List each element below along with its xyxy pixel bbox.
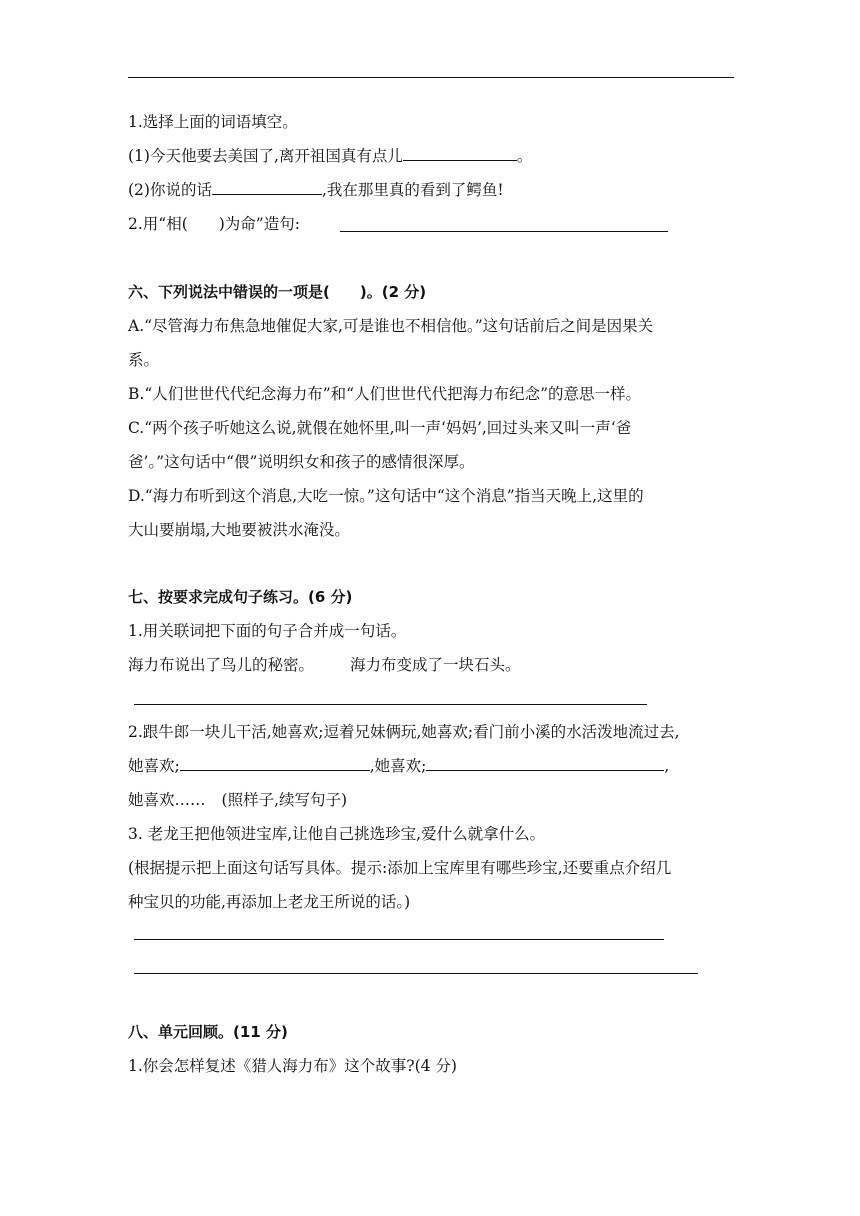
question-item: 1.选择上面的词语填空。: [128, 113, 298, 131]
question-text: ,: [664, 757, 670, 775]
question-text: 。: [516, 147, 533, 165]
sentence-one: 海力布说出了鸟儿的秘密。: [128, 656, 315, 674]
option-d-cont: 大山要崩塌,大地要被洪水淹没。: [128, 521, 350, 539]
fill-blank-question: [128, 146, 532, 166]
question-text: ,我在那里真的看到了鳄鱼!: [321, 181, 504, 199]
instruction-note: (照样子,续写句子): [221, 791, 348, 809]
sentence-two: 海力布变成了一块石头。: [350, 656, 521, 674]
answer-blank[interactable]: [403, 146, 517, 161]
question-text: 她喜欢……: [128, 791, 206, 809]
source-sentences: [128, 655, 521, 675]
question-text: (2)你说的话: [128, 181, 212, 199]
option-a-cont: 系。: [128, 351, 160, 369]
option-a: A.“尽管海力布焦急地催促大家,可是谁也不相信他。”这句话前后之间是因果关: [128, 317, 654, 335]
fill-blank-question: [128, 756, 669, 776]
question-item: 3. 老龙王把他领进宝库,让他自己挑选珍宝,爱什么就拿什么。: [128, 825, 546, 843]
section-heading: 七、按要求完成句子练习。(6 分): [128, 588, 353, 606]
option-b: B.“人们世世代代纪念海力布”和“人们世世代代把海力布纪念”的意思一样。: [128, 385, 642, 403]
answer-blank[interactable]: [426, 756, 664, 771]
answer-line[interactable]: [134, 973, 698, 974]
question-item: 2.跟牛郎一块儿干活,她喜欢;逗着兄妹俩玩,她喜欢;看门前小溪的水活泼地流过去,: [128, 723, 680, 741]
section-heading: 八、单元回顾。(11 分): [128, 1023, 288, 1041]
question-text: 她喜欢;: [128, 757, 180, 775]
question-item: 1.用关联词把下面的句子合并成一句话。: [128, 622, 407, 640]
option-d: D.“海力布听到这个消息,大吃一惊。”这句话中“这个消息”指当天晚上,这里的: [128, 487, 644, 505]
option-c: C.“两个孩子听她这么说,就偎在她怀里,叫一声‘妈妈’,回过头来又叫一声‘爸: [128, 419, 632, 437]
answer-line[interactable]: [340, 231, 668, 232]
section-heading: 六、下列说法中错误的一项是( )。(2 分): [128, 283, 427, 301]
fill-blank-question: [128, 180, 504, 200]
sentence-making-question: 2.用“相( )为命”造句:: [128, 215, 300, 233]
question-text: (1)今天他要去美国了,离开祖国真有点儿: [128, 147, 403, 165]
answer-line[interactable]: [134, 704, 647, 705]
option-c-cont: 爸’。”这句话中“偎”说明织女和孩子的感情很深厚。: [128, 453, 475, 471]
top-rule: [128, 77, 734, 78]
question-item: 1.你会怎样复述《猎人海力布》这个故事?(4 分): [128, 1057, 457, 1075]
question-text: ,她喜欢;: [369, 757, 427, 775]
instruction-line: [128, 790, 347, 810]
answer-blank[interactable]: [180, 756, 370, 771]
hint-text: (根据提示把上面这句话写具体。提示:添加上宝库里有哪些珍宝,还要重点介绍几: [128, 859, 672, 877]
answer-blank[interactable]: [212, 180, 322, 195]
hint-text-cont: 种宝贝的功能,再添加上老龙王所说的话。): [128, 893, 411, 911]
answer-line[interactable]: [134, 939, 664, 940]
